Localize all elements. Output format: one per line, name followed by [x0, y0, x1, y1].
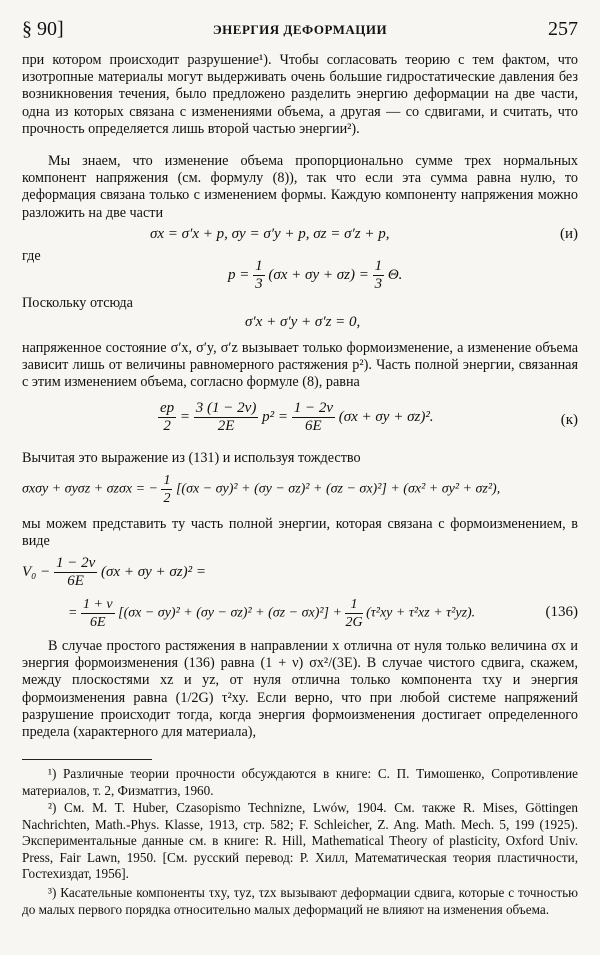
- text-where: где: [22, 248, 41, 264]
- equation-label-k: (к): [560, 412, 578, 428]
- section-number: § 90]: [22, 18, 64, 40]
- equation-label-i: (и): [559, 226, 578, 242]
- footnote-3: ³) Касательные компоненты τxy, τyz, τzx вызывают деформации сдвига, которые с точностью до малых первого порядка относительно малых деформаций не влияют на изменения объема.: [22, 885, 578, 917]
- text-since: Поскольку отсюда: [22, 295, 133, 311]
- equation-136-line-2: = $\frac{1 + \nu}{6E}$ [(σx − σy)² + (σy − σz)² + (σz − σx)²] + $\frac{1}{2G}$ (τ²xy + τ²xz + τ²yz).: [68, 597, 476, 630]
- eq-p-mid: (σx + σy + σz) =: [268, 266, 369, 283]
- running-header: [22, 18, 578, 42]
- paragraph-5: мы можем представить ту часть полной энергии, которая связана с формоизменением, в виде: [22, 516, 578, 550]
- footnote-1: ¹) Различные теории прочности обсуждаются в книге: С. П. Тимошенко, Сопротивление материалов, т. 2, Физматгиз, 1960.: [22, 766, 578, 798]
- footnote-rule: [22, 759, 152, 760]
- equation-k: $\frac{ep}{2}$ = $\frac{3 (1 - 2\nu)}{2E}$ p² = $\frac{1 - 2\nu}{6E}$ (σx + σy + σz)².: [160, 400, 434, 434]
- paragraph-1: при котором происходит разрушение¹). Чтобы согласовать теорию с тем фактом, что изотропные материалы могут выдерживать очень большие гидростатические давления без возникновения течения, было предложено разделить энергию деформации на две части, одна из которых связана с изменениями объема, а другая — со сдвигами, и считать, что прочность определяется лишь второй частью энергии²).: [22, 52, 578, 137]
- paragraph-6: В случае простого растяжения в направлении x отлична от нуля только величина σx и энергия формоизменения (136) равна (1 + ν) σx²/(3E). В случае чистого сдвига, скажем, между плоскостями xz и yz, от нуля отлична только компонента τxy и энергия формоизменения равна (1/2G) τ²xy. Если верно, что при любой системе напряжений разрушение происходит тогда, когда энергия формоизменения достигает определенного предела (характерного для материала),: [22, 638, 578, 741]
- eq-p-fraction-2: $\frac{1}{3}$: [374, 258, 383, 292]
- running-title: ЭНЕРГИЯ ДЕФОРМАЦИИ: [212, 22, 388, 37]
- footnote-2: ²) См. M. T. Huber, Czasopismo Technizne, Lwów, 1904. См. также R. Mises, Göttingen Nachrichten, Math.-Phys. Klasse, 1913, стр. 582; F. Schleicher, Z. Ang. Math. Mech. 5, 199 (1925). Экспериментальные данные см. в книге: R. Hill, Mathematical Theory of plasticity, Oxford Univ. Press, Fair Lawn, 1950. [См. русский перевод: Р. Хилл, Математическая теория пластичности, Гостехиздат, 1956].: [22, 800, 578, 882]
- page-number: 257: [548, 18, 578, 40]
- eq-p-lhs: p =: [228, 266, 250, 283]
- equation-p: [228, 258, 402, 293]
- eq-p-fraction: $\frac{1}{3}$: [255, 258, 263, 292]
- paragraph-3: напряженное состояние σ′x, σ′y, σ′z вызывает только формоизменение, а изменение объема зависит лишь от величины равномерного растяжения p²). Часть полной энергии, связанная с этим изменением объема, согласно формуле (8), равна: [22, 340, 578, 391]
- equation-136-line-1: V₀ − $\frac{1 - 2\nu}{6E}$ (σx + σy + σz)² =: [22, 555, 206, 589]
- eq-p-rhs: Θ.: [387, 266, 403, 283]
- paragraph-4: Вычитая это выражение из (131) и используя тождество: [22, 450, 361, 466]
- equation-label-136: (136): [545, 604, 578, 620]
- equation-identity: σxσy + σyσz + σzσx = − $\frac{1}{2}$ [(σx − σy)² + (σy − σz)² + (σz − σx)²] + (σx² + σy² + σz²),: [22, 473, 501, 506]
- equation-zero-sum: σ′x + σ′y + σ′z = 0,: [245, 314, 361, 330]
- paragraph-2: Мы знаем, что изменение объема пропорционально сумме трех нормальных компонент напряжения (см. формулу (8)), так что если эта сумма равна нулю, то деформация связана только с изменением формы. Каждую компоненту напряжения можно разложить на две части: [22, 153, 578, 221]
- equation-i: σx = σ′x + p, σy = σ′y + p, σz = σ′z + p,: [150, 226, 390, 242]
